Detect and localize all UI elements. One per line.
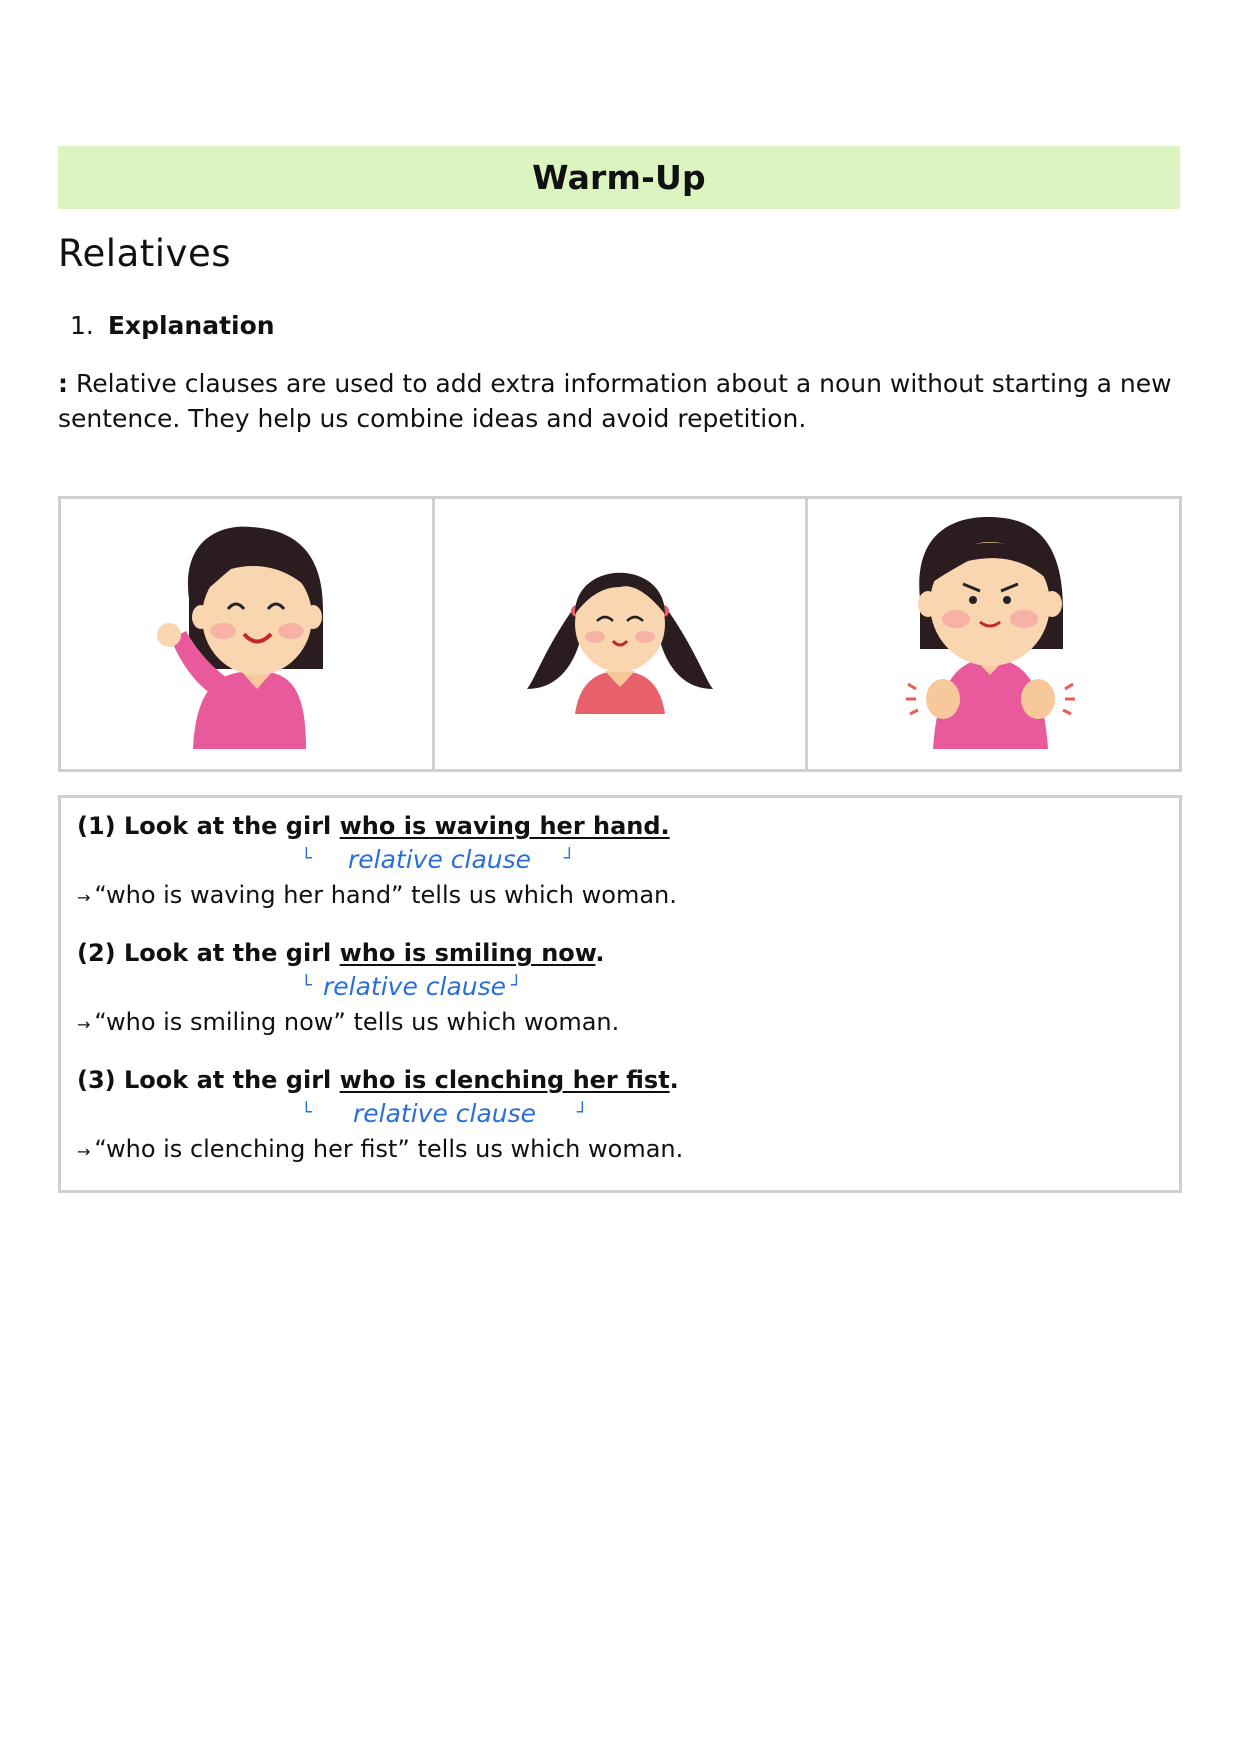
girl-clenching-fist-illustration xyxy=(808,499,1178,763)
bracket-right-icon: ┘ xyxy=(577,1102,588,1123)
example-tail: . xyxy=(669,1066,679,1094)
example-tail: . xyxy=(595,939,605,967)
example-relative-clause: who is smiling now xyxy=(339,939,596,967)
example-3-sentence xyxy=(77,1066,679,1094)
example-lead: (1) Look at the girl xyxy=(77,812,340,840)
page-title: Relatives xyxy=(58,232,231,275)
example-relative-clause: who is waving her hand. xyxy=(339,812,670,840)
example-2-rc-label: relative clause xyxy=(323,972,507,1001)
bracket-right-icon: ┘ xyxy=(564,848,575,869)
example-3-explanation xyxy=(77,1135,683,1163)
explanation-text: Relative clauses are used to add extra information about a noun without starting a new sentence. They help us combine ideas and avoid repetition. xyxy=(58,369,1172,433)
example-relative-clause: who is clenching her fist xyxy=(339,1066,670,1094)
bracket-left-icon: └ xyxy=(301,1102,312,1123)
section-heading xyxy=(70,311,275,340)
example-1-explanation xyxy=(77,881,677,909)
example-2-explanation xyxy=(77,1008,619,1036)
example-1-rc-label: relative clause xyxy=(348,845,532,874)
examples-box xyxy=(58,795,1182,1193)
example-lead: (2) Look at the girl xyxy=(77,939,340,967)
section-label: Explanation xyxy=(107,311,275,340)
arrow-icon: → xyxy=(77,1015,91,1034)
warm-up-banner xyxy=(58,146,1180,209)
illustration-cell-1 xyxy=(61,499,435,769)
example-explanation-text: “who is clenching her fist” tells us which woman. xyxy=(94,1135,684,1163)
explanation-prefix: : xyxy=(58,369,68,398)
section-number: 1. xyxy=(70,311,94,340)
explanation-paragraph xyxy=(58,366,1178,436)
example-3-rc-label: relative clause xyxy=(353,1099,537,1128)
example-lead: (3) Look at the girl xyxy=(77,1066,340,1094)
illustration-cell-3 xyxy=(808,499,1179,769)
example-2-sentence xyxy=(77,939,605,967)
arrow-icon: → xyxy=(77,1142,91,1161)
bracket-right-icon: ┘ xyxy=(511,975,522,996)
illustration-cell-2 xyxy=(435,499,809,769)
example-explanation-text: “who is smiling now” tells us which woman. xyxy=(94,1008,620,1036)
example-explanation-text: “who is waving her hand” tells us which woman. xyxy=(94,881,677,909)
illustration-table xyxy=(58,496,1182,772)
girl-smiling-illustration xyxy=(435,499,805,763)
girl-waving-illustration xyxy=(61,499,431,763)
example-1-sentence xyxy=(77,812,670,840)
banner-title: Warm-Up xyxy=(532,158,706,197)
bracket-left-icon: └ xyxy=(301,975,312,996)
arrow-icon: → xyxy=(77,888,91,907)
bracket-left-icon: └ xyxy=(301,848,312,869)
